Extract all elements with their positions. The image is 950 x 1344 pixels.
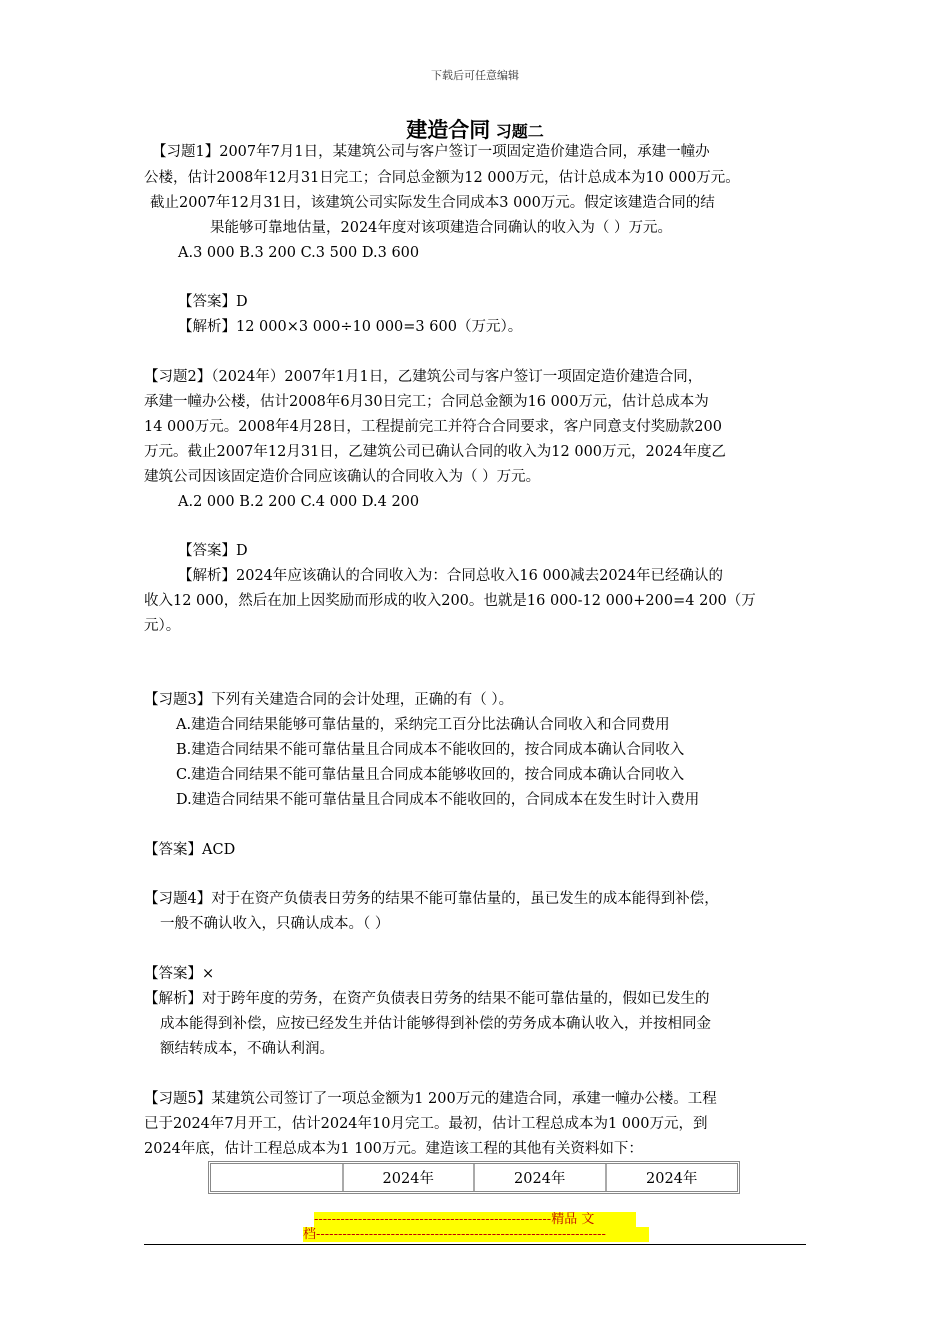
- q2-analysis-line-3: 元）。: [144, 618, 181, 634]
- q2-line-4: 万元。截止2007年12月31日，乙建筑公司已确认合同的收入为12 000万元，2024年度乙: [144, 444, 726, 460]
- footer-watermark-line-1: ------------------------------------------------------精品 文: [314, 1212, 636, 1227]
- q3-option-d: D.建造合同结果不能可靠估量且合同成本不能收回的，合同成本在发生时计入费用: [176, 792, 700, 808]
- q5-line-2: 已于2024年7月开工，估计2024年10月完工。最初，估计工程总成本为1 000万元，到: [144, 1116, 708, 1132]
- q2-options: A.2 000 B.2 200 C.4 000 D.4 200: [178, 494, 420, 510]
- q2-analysis-line-2: 收入12 000，然后在加上因奖励而形成的收入200。也就是16 000-12 000+200=4 200（万: [144, 593, 756, 609]
- header-note: 下载后可任意编辑: [431, 69, 519, 82]
- q1-answer: 【答案】D: [178, 294, 248, 310]
- q4-line-1: 【习题4】对于在资产负债表日劳务的结果不能可靠估量的，虽已发生的成本能得到补偿，: [144, 891, 719, 907]
- q1-line-3: 截止2007年12月31日，该建筑公司实际发生合同成本3 000万元。假定该建造合同的结: [150, 195, 715, 211]
- q2-line-3: 14 000万元。2008年4月28日，工程提前完工并符合合同要求，客户同意支付奖励款200: [144, 419, 722, 435]
- table-row: [211, 1164, 737, 1191]
- q1-line-2: 公楼，估计2008年12月31日完工；合同总金额为12 000万元，估计总成本为10 000万元。: [144, 170, 740, 186]
- q5-line-3: 2024年底，估计工程总成本为1 100万元。建造该工程的其他有关资料如下：: [144, 1141, 643, 1157]
- q3-option-a: A.建造合同结果能够可靠估量的，采纳完工百分比法确认合同收入和合同费用: [176, 717, 670, 733]
- table-header-cell: 2024年: [606, 1164, 738, 1191]
- title-sub: 习题二: [495, 122, 544, 141]
- q1-line-4: 果能够可靠地估量，2024年度对该项建造合同确认的收入为（ ）万元。: [210, 220, 673, 236]
- q2-line-2: 承建一幢办公楼，估计2008年6月30日完工；合同总金额为16 000万元，估计总成本为: [144, 394, 709, 410]
- q4-line-2: 一般不确认收入，只确认成本。（ ）: [160, 916, 390, 932]
- q4-analysis-line-3: 额结转成本，不确认利润。: [160, 1041, 334, 1057]
- q2-line-5: 建筑公司因该固定造价合同应该确认的合同收入为（ ）万元。: [144, 469, 541, 485]
- title-main: 建造合同: [406, 117, 491, 142]
- q1-line-1: 【习题1】2007年7月1日，某建筑公司与客户签订一项固定造价建造合同，承建一幢办: [152, 144, 710, 160]
- q1-options: A.3 000 B.3 200 C.3 500 D.3 600: [178, 245, 420, 261]
- q4-analysis-line-1: 【解析】对于跨年度的劳务，在资产负债表日劳务的结果不能可靠估量的，假如已发生的: [144, 991, 710, 1007]
- q1-analysis: 【解析】12 000×3 000÷10 000=3 600（万元）。: [178, 319, 523, 335]
- footer-watermark-line-2: 档------------------------------------------------------------------: [303, 1227, 649, 1242]
- q3-answer: 【答案】ACD: [144, 842, 236, 858]
- page-title: [0, 114, 950, 144]
- table-header-cell: [211, 1164, 343, 1191]
- footer-divider: [144, 1244, 806, 1245]
- q5-line-1: 【习题5】某建筑公司签订了一项总金额为1 200万元的建造合同，承建一幢办公楼。工程: [144, 1091, 717, 1107]
- q3-option-c: C.建造合同结果不能可靠估量且合同成本能够收回的，按合同成本确认合同收入: [176, 767, 685, 783]
- q3-option-b: B.建造合同结果不能可靠估量且合同成本不能收回的，按合同成本确认合同收入: [176, 742, 685, 758]
- table-header-cell: 2024年: [474, 1164, 606, 1191]
- q4-answer: 【答案】×: [144, 966, 215, 982]
- q4-analysis-line-2: 成本能得到补偿，应按已经发生并估计能够得到补偿的劳务成本确认收入，并按相同金: [160, 1016, 711, 1032]
- q3-stem: 【习题3】下列有关建造合同的会计处理，正确的有（ ）。: [144, 692, 514, 708]
- q5-data-table: [208, 1161, 740, 1194]
- q2-line-1: 【习题2】（2024年）2007年1月1日，乙建筑公司与客户签订一项固定造价建造合同，: [144, 369, 703, 385]
- q2-answer: 【答案】D: [178, 543, 248, 559]
- table-header-cell: 2024年: [343, 1164, 475, 1191]
- q2-analysis-line-1: 【解析】2024年应该确认的合同收入为：合同总收入16 000减去2024年已经确认的: [178, 568, 724, 584]
